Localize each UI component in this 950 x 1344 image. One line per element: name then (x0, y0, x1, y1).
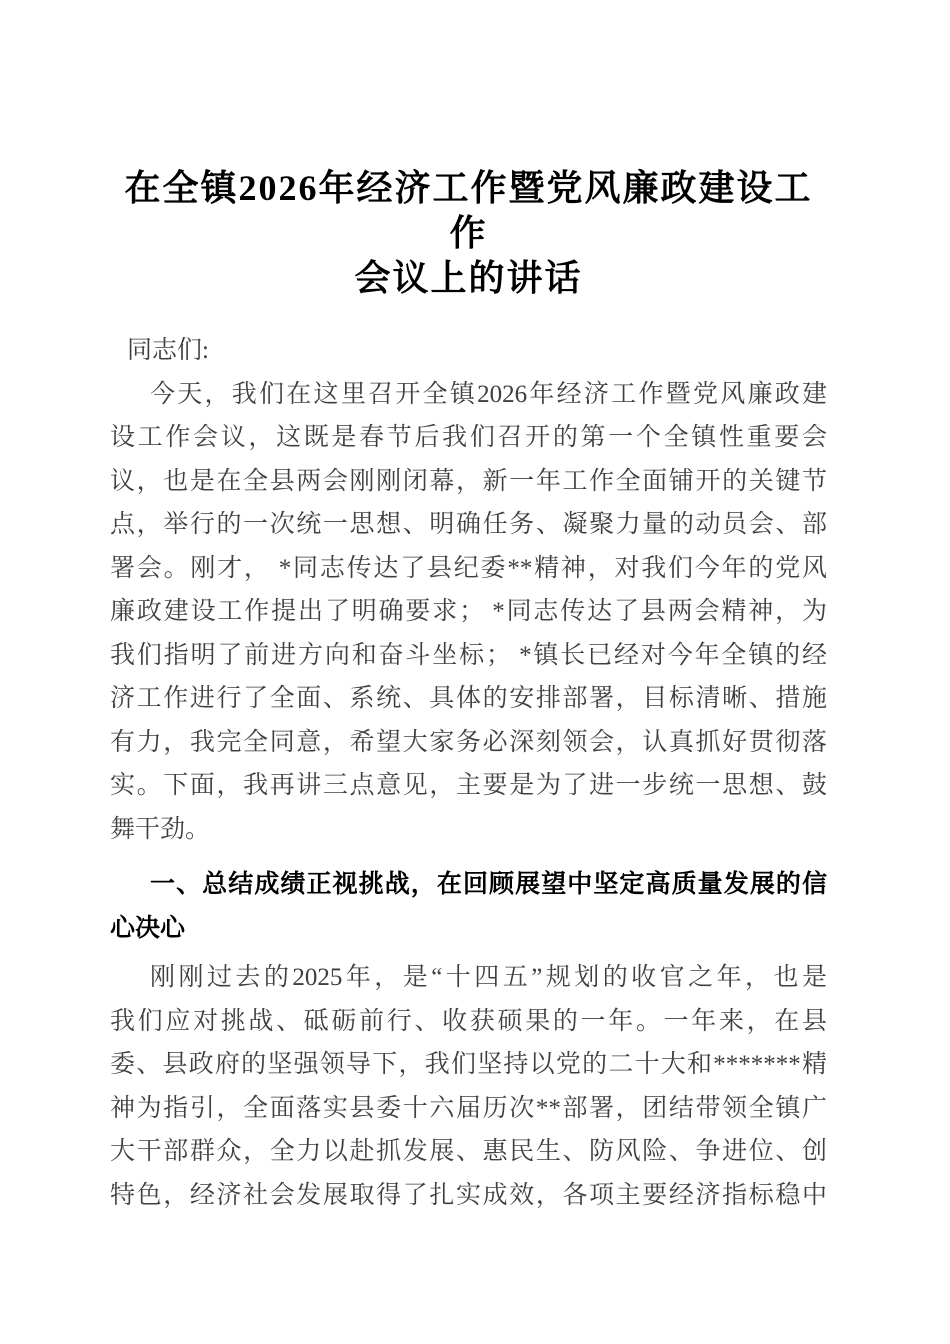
body-line: 今天，我们在这里召开全镇2026年经济工作暨党风廉政建 (150, 380, 827, 408)
body-line: 特色，经济社会发展取得了扎实成效，各项主要经济指标稳中 (110, 1181, 827, 1209)
section-heading-1 (110, 863, 827, 950)
body-line: 我们指明了前进方向和奋斗坐标； *镇长已经对今年全镇的经 (110, 641, 827, 669)
body-line: 有力，我完全同意，希望大家务必深刻领会，认真抓好贯彻落 (110, 728, 827, 756)
heading-line: 一、总结成绩正视挑战，在回顾展望中坚定高质量发展的信 (150, 871, 827, 898)
body-line: 舞干劲。 (110, 815, 211, 843)
body-line: 实。下面，我再讲三点意见，主要是为了进一步统一思想、鼓 (110, 772, 827, 799)
body-line: 设工作会议，这既是春节后我们召开的第一个全镇性重要会 (110, 424, 827, 451)
body-line: 点，举行的一次统一思想、明确任务、凝聚力量的动员会、部 (110, 511, 827, 538)
document-title (110, 0, 827, 301)
title-line-1: 在全镇2026年经济工作暨党风廉政建设工作 (124, 168, 813, 253)
body-line: 廉政建设工作提出了明确要求； *同志传达了县两会精神，为 (110, 598, 827, 625)
heading-line: 心决心 (110, 914, 186, 942)
body-line: 委、县政府的坚强领导下，我们坚持以党的二十大和*******精 (110, 1051, 827, 1078)
body-line: 署会。刚才， *同志传达了县纪委**精神，对我们今年的党风 (110, 554, 827, 582)
document-content (110, 0, 827, 1217)
body-line: 济工作进行了全面、系统、具体的安排部署，目标清晰、措施 (110, 685, 827, 712)
body-line: 神为指引，全面落实县委十六届历次**部署，团结带领全镇广 (110, 1094, 827, 1122)
body-line: 我们应对挑战、砥砺前行、收获硕果的一年。一年来，在县 (110, 1007, 827, 1035)
body-line: 刚刚过去的2025年，是“十四五”规划的收官之年，也是 (150, 964, 827, 991)
body-line: 议，也是在全县两会刚刚闭幕，新一年工作全面铺开的关键节 (110, 467, 827, 495)
title-line-2: 会议上的讲话 (354, 258, 583, 298)
body-line: 大干部群众，全力以赴抓发展、惠民生、防风险、争进位、创 (110, 1138, 827, 1165)
paragraph-1 (110, 373, 827, 852)
salutation: 同志们: (127, 337, 209, 364)
paragraph-2 (110, 956, 827, 1217)
